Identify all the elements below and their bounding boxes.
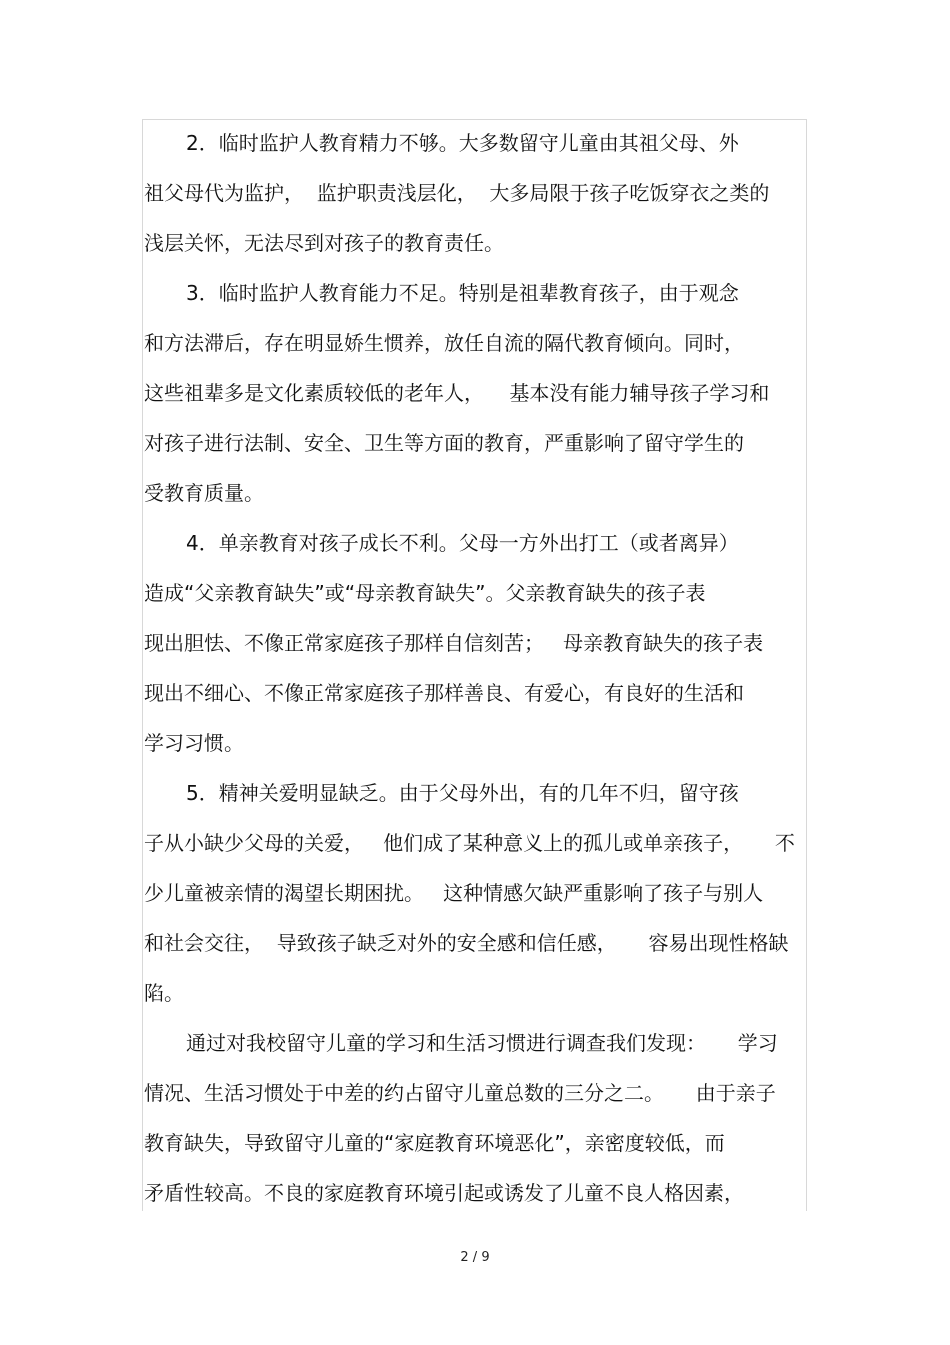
text-line: 矛盾性较高。不良的家庭教育环境引起或诱发了儿童不良人格因素， bbox=[144, 1181, 744, 1205]
text-line: 这些祖辈多是文化素质较低的老年人， 基本没有能力辅导孩子学习和 bbox=[144, 381, 770, 405]
text-line: 和方法滞后，存在明显娇生惯养，放任自流的隔代教育倾向。同时， bbox=[144, 331, 744, 355]
text-line: 2．临时监护人教育精力不够。大多数留守儿童由其祖父母、外 bbox=[186, 131, 739, 155]
text-line: 对孩子进行法制、安全、卫生等方面的教育，严重影响了留守学生的 bbox=[144, 431, 744, 455]
text-line: 现出胆怯、不像正常家庭孩子那样自信刻苦； 母亲教育缺失的孩子表 bbox=[144, 631, 764, 655]
text-line: 受教育质量。 bbox=[144, 481, 264, 505]
text-line: 情况、生活习惯处于中差的约占留守儿童总数的三分之二。 由于亲子 bbox=[144, 1081, 776, 1105]
text-line: 祖父母代为监护， 监护职责浅层化， 大多局限于孩子吃饭穿衣之类的 bbox=[144, 181, 770, 205]
text-line: 和社会交往， 导致孩子缺乏对外的安全感和信任感， 容易出现性格缺 bbox=[144, 931, 789, 955]
text-line: 5．精神关爱明显缺乏。由于父母外出，有的几年不归，留守孩 bbox=[186, 781, 739, 805]
text-line: 3．临时监护人教育能力不足。特别是祖辈教育孩子，由于观念 bbox=[186, 281, 739, 305]
text-line: 学习习惯。 bbox=[144, 731, 244, 755]
text-line: 少儿童被亲情的渴望长期困扰。 这种情感欠缺严重影响了孩子与别人 bbox=[144, 881, 764, 905]
text-line: 子从小缺少父母的关爱， 他们成了某种意义上的孤儿或单亲孩子， 不 bbox=[144, 831, 795, 855]
text-line: 造成“父亲教育缺失”或“母亲教育缺失”。父亲教育缺失的孩子表 bbox=[144, 581, 706, 605]
text-line: 陷。 bbox=[144, 981, 184, 1005]
page-number: 2 / 9 bbox=[460, 1250, 490, 1265]
text-line: 教育缺失，导致留守儿童的“家庭教育环境恶化”，亲密度较低，而 bbox=[144, 1131, 725, 1155]
document-body bbox=[144, 118, 804, 1218]
text-line: 浅层关怀，无法尽到对孩子的教育责任。 bbox=[144, 231, 504, 255]
text-line: 通过对我校留守儿童的学习和生活习惯进行调查我们发现： 学习 bbox=[186, 1031, 778, 1055]
text-line: 4．单亲教育对孩子成长不利。父母一方外出打工（或者离异） bbox=[186, 531, 739, 555]
text-line: 现出不细心、不像正常家庭孩子那样善良、有爱心，有良好的生活和 bbox=[144, 681, 744, 705]
